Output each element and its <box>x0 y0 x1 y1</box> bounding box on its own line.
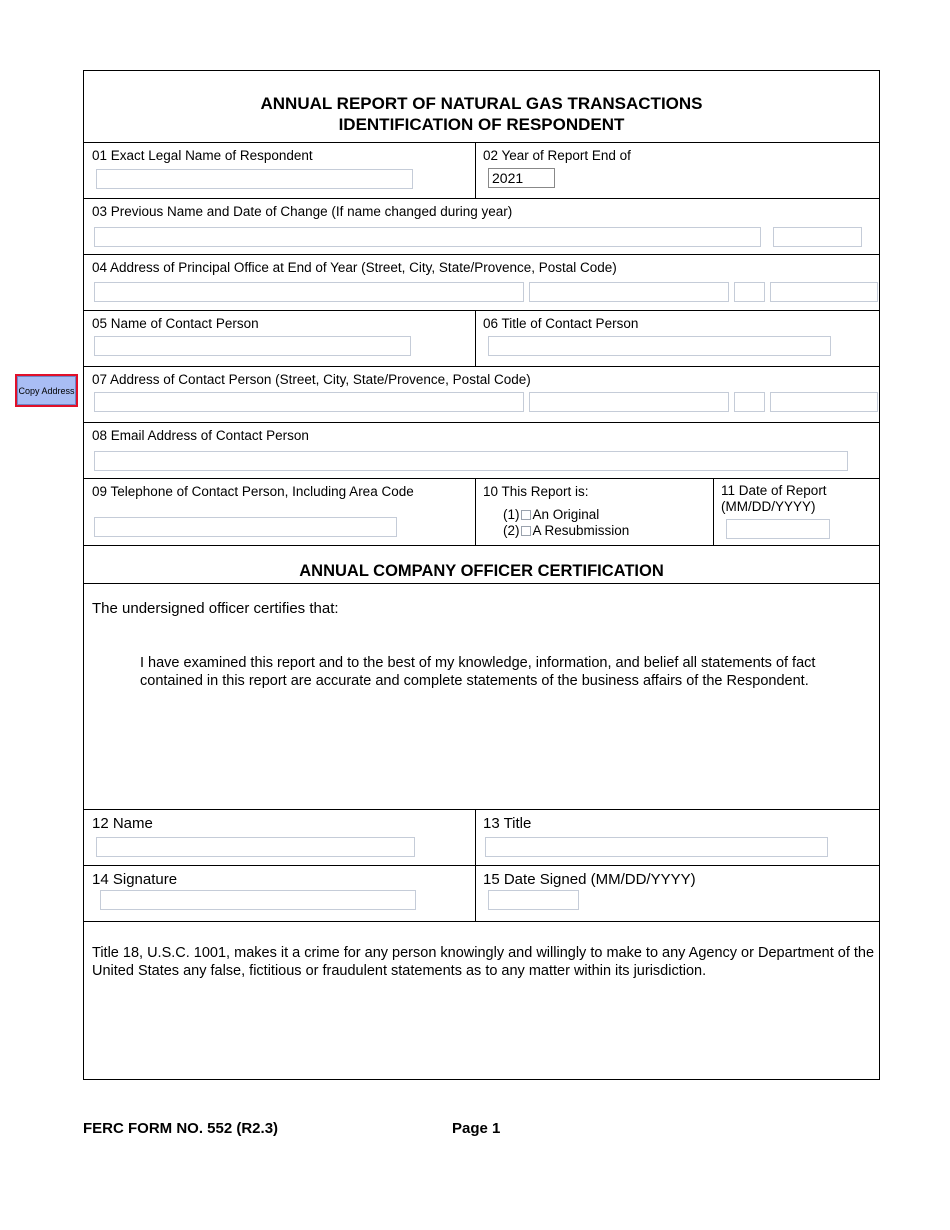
date-signed-field[interactable] <box>488 890 579 910</box>
column-divider <box>475 809 476 921</box>
option-resubmission-number: (2) <box>503 523 520 538</box>
report-date-field[interactable] <box>726 519 830 539</box>
certification-statement: I have examined this report and to the best of my knowledge, information, and belief all statements of fact contained in this report are accurate and complete statements of the business affairs of the Respondent. <box>140 655 816 689</box>
contact-name-field[interactable] <box>94 336 411 356</box>
divider <box>84 865 879 866</box>
contact-name-label: 05 Name of Contact Person <box>92 316 259 331</box>
contact-email-label: 08 Email Address of Contact Person <box>92 428 309 443</box>
divider <box>84 254 879 255</box>
divider <box>84 921 879 922</box>
divider <box>84 545 879 546</box>
officer-name-label: 12 Name <box>92 815 153 832</box>
principal-office-postal-field[interactable] <box>770 282 878 302</box>
column-divider <box>475 142 476 198</box>
contact-phone-field[interactable] <box>94 517 397 537</box>
previous-name-field[interactable] <box>94 227 761 247</box>
respondent-identification-form <box>83 70 880 1080</box>
contact-city-field[interactable] <box>529 392 729 412</box>
copy-address-button[interactable]: Copy Address <box>15 374 78 407</box>
divider <box>84 583 879 584</box>
contact-state-field[interactable] <box>734 392 765 412</box>
option-resubmission-label: A Resubmission <box>532 523 630 538</box>
option-original-number: (1) <box>503 507 520 522</box>
contact-postal-field[interactable] <box>770 392 878 412</box>
officer-name-field[interactable] <box>96 837 415 857</box>
legal-name-label: 01 Exact Legal Name of Respondent <box>92 148 313 163</box>
legal-notice: Title 18, U.S.C. 1001, makes it a crime for any person knowingly and willingly to make to any Agency or Department of the United States any false, fictitious or fraudulent statements as to any matter within its jurisdiction. <box>92 945 875 979</box>
principal-office-city-field[interactable] <box>529 282 729 302</box>
resubmission-checkbox[interactable] <box>521 526 531 536</box>
divider <box>84 422 879 423</box>
divider <box>84 142 879 143</box>
previous-name-label: 03 Previous Name and Date of Change (If name changed during year) <box>92 204 513 219</box>
contact-email-field[interactable] <box>94 451 848 471</box>
principal-office-street-field[interactable] <box>94 282 524 302</box>
divider <box>84 478 879 479</box>
form-number: FERC FORM NO. 552 (R2.3) <box>83 1120 279 1137</box>
principal-office-address-label: 04 Address of Principal Office at End of Year (Street, City, State/Provence, Postal Code) <box>92 260 617 275</box>
certification-title: ANNUAL COMPANY OFFICER CERTIFICATION <box>299 562 664 580</box>
principal-office-state-field[interactable] <box>734 282 765 302</box>
signature-field[interactable] <box>100 890 416 910</box>
column-divider <box>475 478 476 545</box>
contact-title-field[interactable] <box>488 336 831 356</box>
report-title: ANNUAL REPORT OF NATURAL GAS TRANSACTIONS <box>260 94 703 113</box>
divider <box>84 310 879 311</box>
contact-phone-label: 09 Telephone of Contact Person, Including Area Code <box>92 484 414 499</box>
page-number: Page 1 <box>452 1120 501 1137</box>
original-checkbox[interactable] <box>521 510 531 520</box>
report-type-label: 10 This Report is: <box>483 484 589 499</box>
change-date-field[interactable] <box>773 227 862 247</box>
report-year-label: 02 Year of Report End of <box>483 148 631 163</box>
column-divider <box>713 478 714 545</box>
contact-address-label: 07 Address of Contact Person (Street, City, State/Provence, Postal Code) <box>92 372 531 387</box>
option-resubmission <box>503 523 629 539</box>
officer-title-field[interactable] <box>485 837 828 857</box>
divider <box>84 809 879 810</box>
contact-title-label: 06 Title of Contact Person <box>483 316 639 331</box>
report-year-field[interactable]: 2021 <box>488 168 555 188</box>
divider <box>84 198 879 199</box>
certification-intro: The undersigned officer certifies that: <box>92 600 339 617</box>
signature-label: 14 Signature <box>92 871 178 888</box>
date-signed-label: 15 Date Signed (MM/DD/YYYY) <box>483 871 696 888</box>
officer-title-label: 13 Title <box>483 815 532 832</box>
report-subtitle: IDENTIFICATION OF RESPONDENT <box>338 115 625 134</box>
divider <box>84 366 879 367</box>
option-original-label: An Original <box>532 507 600 522</box>
legal-name-field[interactable] <box>96 169 413 189</box>
report-date-format: (MM/DD/YYYY) <box>721 499 816 514</box>
contact-street-field[interactable] <box>94 392 524 412</box>
report-date-label: 11 Date of Report <box>721 483 827 498</box>
option-original <box>503 507 599 523</box>
column-divider <box>475 310 476 366</box>
